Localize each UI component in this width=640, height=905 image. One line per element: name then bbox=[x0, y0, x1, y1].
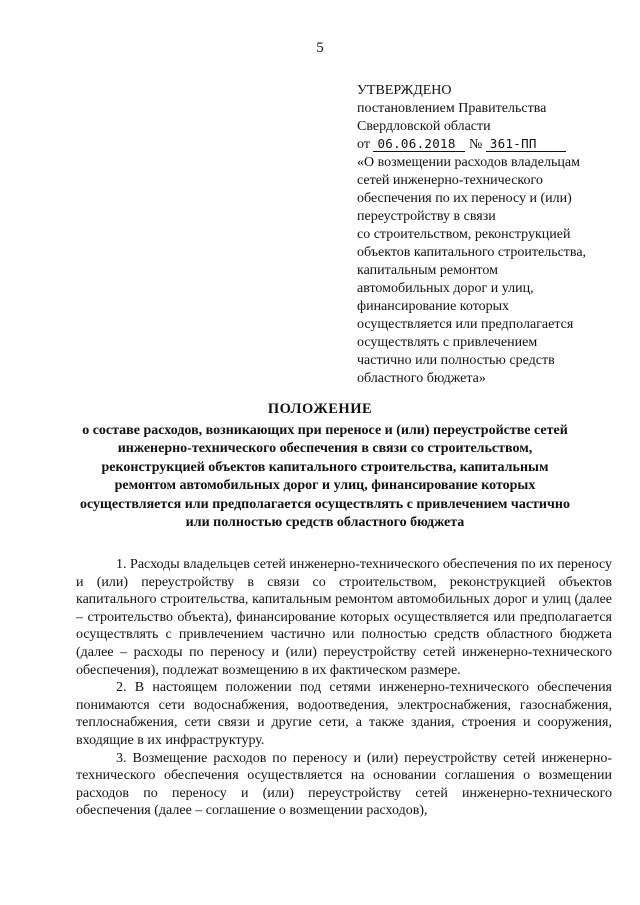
approval-title-line: объектов капитального строительства, bbox=[357, 245, 587, 260]
page-number: 5 bbox=[316, 40, 324, 56]
approval-title-line: «О возмещении расходов владельцам bbox=[357, 155, 580, 170]
approval-line-1: постановлением Правительства bbox=[357, 101, 547, 116]
approval-title-line: обеспечения по их переносу и (или) bbox=[357, 191, 572, 206]
paragraph: 2. В настоящем положении под сетями инженерно-технического обеспечения понимаются сети водоснабжения, водоотведения, электроснабжения, газоснабжения, теплоснабжения, сети связи и другие сети, а также здания, строения и сооружения, входящие в их инфраструктуру. bbox=[76, 680, 612, 748]
approval-line-2: Свердловской области bbox=[357, 119, 491, 134]
approval-title-line: финансирование которых bbox=[357, 299, 510, 314]
paragraph: 1. Расходы владельцев сетей инженерно-технического обеспечения по их переносу и (или) переустройству в связи со строительством, реконструкцией объектов капитального строительства, капитальным ремонтом автомобильных дорог и улиц (далее – строительство объекта), финансирование которых осуществляется или предполагается осуществлять с привлечением частично или полностью средств областного бюджета (далее – расходы по переносу и (или) переустройству сетей инженерно-технического обеспечения), подлежат возмещению в их фактическом размере. bbox=[76, 557, 612, 678]
approval-date-line bbox=[357, 136, 627, 154]
approval-title-line: осуществлять с привлечением bbox=[357, 335, 538, 350]
paragraph: 3. Возмещение расходов по переносу и (или) переустройству сетей инженерно-технического обеспечения осуществляется на основании соглашения о возмещении расходов по переносу и (или) переустройству сетей инженерно-технического обеспечения (далее – соглашение о возмещении расходов), bbox=[76, 750, 612, 819]
approval-title-line: осуществляется или предполагается bbox=[357, 317, 574, 332]
document-title: ПОЛОЖЕНИЕ bbox=[267, 401, 373, 417]
approval-block bbox=[357, 82, 627, 388]
approval-title-line: переустройству в связи bbox=[357, 209, 496, 224]
document-body bbox=[76, 556, 612, 820]
number-prefix: № bbox=[468, 137, 483, 152]
approval-number: 361-ПП bbox=[486, 137, 566, 152]
approval-title-line: сетей инженерно-технического bbox=[357, 173, 543, 188]
date-prefix: от bbox=[357, 137, 370, 152]
approval-heading: УТВЕРЖДЕНО bbox=[357, 83, 452, 98]
approval-title-line: со строительством, реконструкцией bbox=[357, 227, 571, 242]
approval-title-line: автомобильных дорог и улиц, bbox=[357, 281, 534, 296]
document-subtitle: о составе расходов, возникающих при переносе и (или) переустройстве сетей инженерно-технического обеспечения в связи со строительством, реконструкцией объектов капитального строительства, капитальным ремонтом автомобильных дорог и улиц, финансирование которых осуществляется или предполагается осуществлять с привлечением частично или полностью средств областного бюджета bbox=[80, 423, 570, 531]
approval-date: 06.06.2018 bbox=[373, 137, 465, 152]
approval-title-line: частично или полностью средств bbox=[357, 353, 555, 368]
approval-title-line: областного бюджета» bbox=[357, 371, 486, 386]
approval-title-line: капитальным ремонтом bbox=[357, 263, 498, 278]
